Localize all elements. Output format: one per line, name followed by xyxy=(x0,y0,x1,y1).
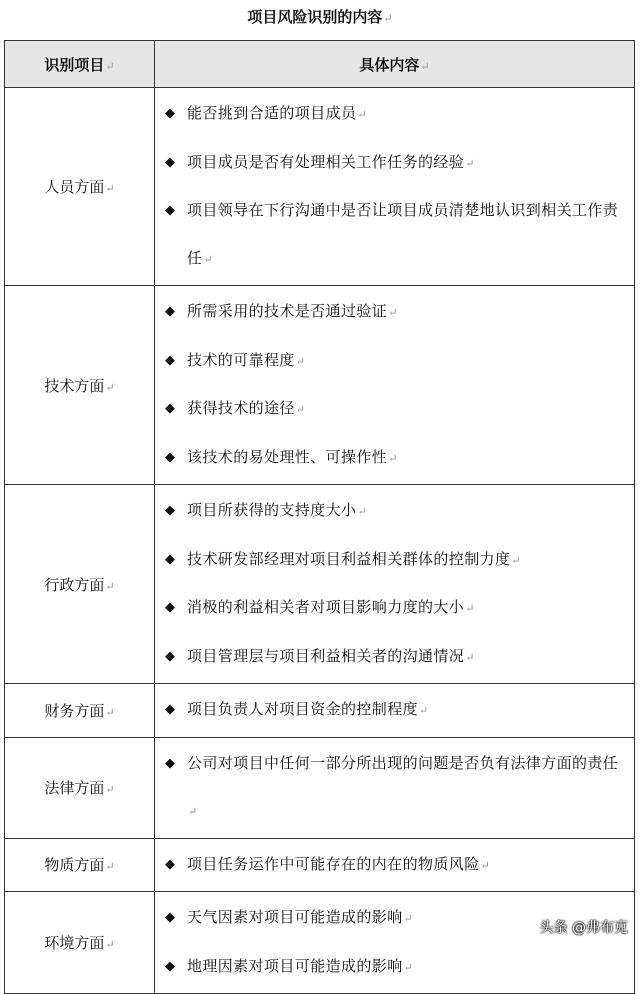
item-text: 技术的可靠程度↵ xyxy=(187,350,306,369)
content-cell xyxy=(155,737,635,838)
diamond-bullet-icon: ◆ xyxy=(165,503,175,518)
list-item xyxy=(165,434,628,483)
paragraph-mark: ↵ xyxy=(357,505,368,518)
list-item xyxy=(165,187,628,283)
item-text: 获得技术的途径↵ xyxy=(187,399,306,417)
paragraph-mark: ↵ xyxy=(388,451,398,465)
diamond-bullet-icon: ◆ xyxy=(165,910,175,925)
category-cell xyxy=(5,892,155,994)
diamond-bullet-icon: ◆ xyxy=(165,551,175,567)
document-title xyxy=(0,6,640,30)
diamond-bullet-icon: ◆ xyxy=(165,154,175,170)
table-row xyxy=(5,684,635,738)
paragraph-mark: ↵ xyxy=(188,805,198,818)
paragraph-mark: ↵ xyxy=(480,858,491,872)
paragraph-mark: ↵ xyxy=(419,704,429,717)
item-text: 地理因素对项目可能造成的影响↵ xyxy=(187,956,414,975)
paragraph-mark: ↵ xyxy=(295,403,306,416)
list-item xyxy=(165,943,628,992)
content-cell xyxy=(155,286,635,485)
category-cell xyxy=(5,684,155,738)
item-text: 项目任务运作中可能存在的内在的物质风险↵ xyxy=(187,854,491,873)
item-text: 天气因素对项目可能造成的影响↵ xyxy=(187,908,414,926)
paragraph-mark: ↵ xyxy=(105,705,115,719)
item-text: 项目负责人对项目资金的控制程度↵ xyxy=(187,700,429,718)
watermark: 头条 @弗布克 xyxy=(539,920,628,936)
item-text: 技术研发部经理对项目利益相关群体的控制力度↵ xyxy=(187,549,522,568)
paragraph-mark: ↵ xyxy=(465,156,475,170)
header-row xyxy=(5,41,635,88)
item-text: 能否挑到合适的项目成员↵ xyxy=(187,104,368,122)
risk-identification-table xyxy=(4,40,635,994)
table-row xyxy=(5,286,635,485)
diamond-bullet-icon: ◆ xyxy=(165,856,175,872)
category-cell xyxy=(5,286,155,485)
paragraph-mark: ↵ xyxy=(105,938,115,951)
category-label: 技术方面 xyxy=(44,376,105,395)
category-label: 法律方面 xyxy=(44,779,105,797)
diamond-bullet-icon: ◆ xyxy=(165,203,175,218)
list-item xyxy=(165,740,628,836)
list-item xyxy=(165,337,628,386)
diamond-bullet-icon: ◆ xyxy=(165,702,175,717)
diamond-bullet-icon: ◆ xyxy=(165,401,175,416)
content-cell xyxy=(155,88,635,286)
paragraph-mark: ↵ xyxy=(203,252,214,266)
paragraph-mark: ↵ xyxy=(383,12,393,25)
paragraph-mark: ↵ xyxy=(105,380,115,394)
content-cell xyxy=(155,684,635,738)
category-label: 行政方面 xyxy=(44,575,105,594)
list-item xyxy=(165,487,628,536)
paragraph-mark: ↵ xyxy=(465,650,475,664)
list-item xyxy=(165,633,628,682)
item-text: 公司对项目中任何一部分所出现的问题是否负有法律方面的责任↵ xyxy=(187,753,619,818)
list-item xyxy=(165,90,628,139)
item-text: 所需采用的技术是否通过验证↵ xyxy=(187,302,398,320)
table-row xyxy=(5,737,635,838)
content-cell xyxy=(155,838,635,892)
paragraph-mark: ↵ xyxy=(105,182,115,195)
item-text: 项目成员是否有处理相关工作任务的经验↵ xyxy=(187,152,475,171)
diamond-bullet-icon: ◆ xyxy=(165,648,175,664)
category-label: 环境方面 xyxy=(44,934,105,952)
item-text: 该技术的易处理性、可操作性↵ xyxy=(187,447,398,466)
list-item xyxy=(165,686,628,735)
diamond-bullet-icon: ◆ xyxy=(165,755,175,771)
list-item xyxy=(165,288,628,337)
category-label: 物质方面 xyxy=(44,856,105,875)
title-text: 项目风险识别的内容 xyxy=(247,8,383,26)
header-content: 具体内容↵ xyxy=(155,41,635,88)
list-item xyxy=(165,385,628,434)
diamond-bullet-icon: ◆ xyxy=(165,106,175,121)
diamond-bullet-icon: ◆ xyxy=(165,352,175,368)
table-row xyxy=(5,892,635,994)
paragraph-mark: ↵ xyxy=(295,354,306,368)
item-text: 项目领导在下行沟通中是否让项目成员清楚地认识到相关工作责任↵ xyxy=(187,201,619,267)
category-cell xyxy=(5,485,155,684)
paragraph-mark: ↵ xyxy=(465,602,475,615)
table-row xyxy=(5,485,635,684)
category-label: 人员方面 xyxy=(44,178,105,196)
header-category: 识别项目↵ xyxy=(5,41,155,88)
paragraph-mark: ↵ xyxy=(388,306,398,319)
item-text: 消极的利益相关者对项目影响力度的大小↵ xyxy=(187,598,475,616)
item-text: 项目所获得的支持度大小↵ xyxy=(187,501,368,519)
paragraph-mark: ↵ xyxy=(105,579,115,593)
diamond-bullet-icon: ◆ xyxy=(165,600,175,615)
diamond-bullet-icon: ◆ xyxy=(165,449,175,465)
item-text: 项目管理层与项目利益相关者的沟通情况↵ xyxy=(187,646,475,665)
list-item xyxy=(165,139,628,188)
paragraph-mark: ↵ xyxy=(105,860,115,874)
content-cell xyxy=(155,892,635,994)
paragraph-mark: ↵ xyxy=(105,783,115,796)
diamond-bullet-icon: ◆ xyxy=(165,958,175,974)
content-cell xyxy=(155,485,635,684)
list-item xyxy=(165,536,628,585)
table-row xyxy=(5,838,635,892)
table-body xyxy=(5,88,635,994)
paragraph-mark: ↵ xyxy=(357,108,368,121)
table-row xyxy=(5,88,635,286)
category-cell xyxy=(5,838,155,892)
paragraph-mark: ↵ xyxy=(511,553,522,567)
list-item xyxy=(165,584,628,633)
paragraph-mark: ↵ xyxy=(403,912,414,925)
category-cell xyxy=(5,88,155,286)
paragraph-mark: ↵ xyxy=(403,960,414,974)
category-cell xyxy=(5,737,155,838)
diamond-bullet-icon: ◆ xyxy=(165,304,175,319)
category-label: 财务方面 xyxy=(44,701,105,720)
list-item xyxy=(165,841,628,890)
